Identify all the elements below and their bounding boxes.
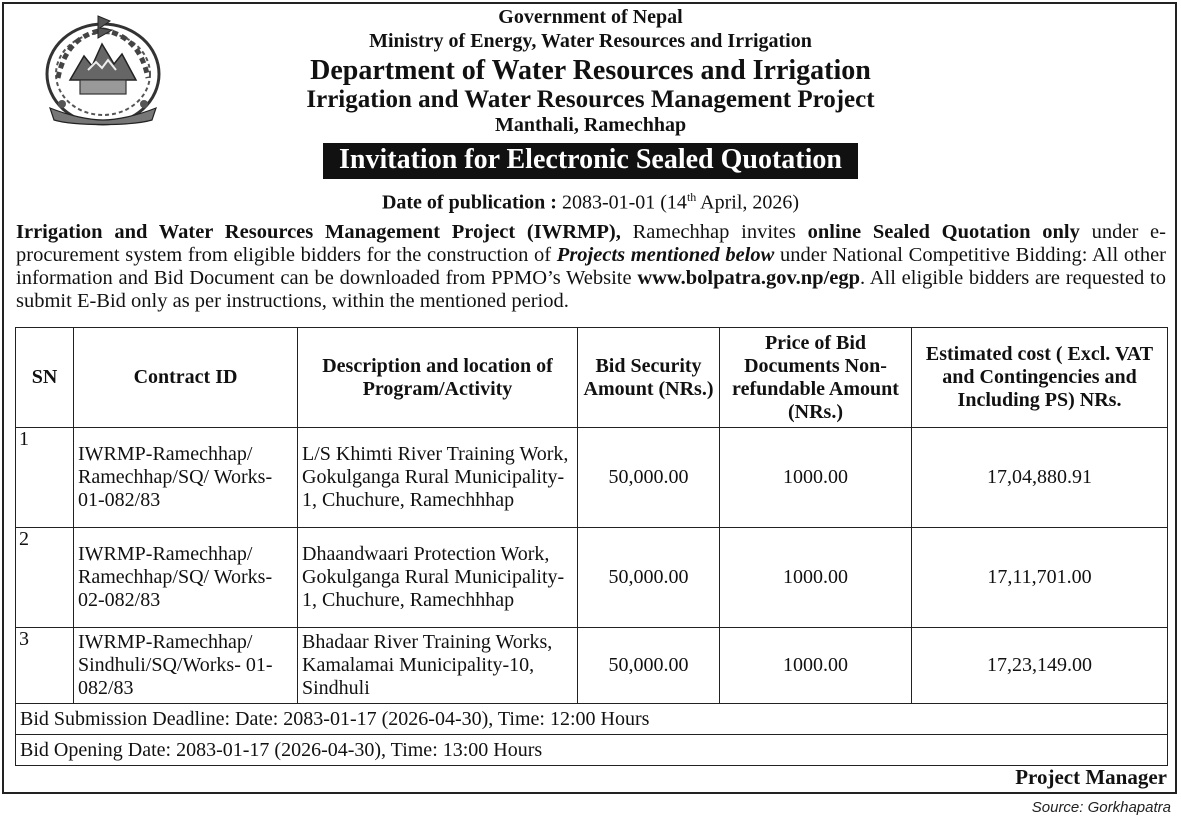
row-bid-security: 50,000.00 [578,628,720,704]
publication-date-ordinal: th [686,190,697,204]
row-contract-id: IWRMP-Ramechhap/ Sindhuli/SQ/Works- 01-082/83 [74,628,298,704]
department-heading: Department of Water Resources and Irrigation [310,55,871,86]
publication-date-ad-start: (14 [660,191,687,214]
row-estimated-cost: 17,23,149.00 [912,628,1168,704]
header-description: Description and location of Program/Activity [298,328,578,428]
row-document-price: 1000.00 [720,428,912,528]
intro-project-name: Irrigation and Water Resources Management Project (IWRMP), [16,221,621,243]
project-heading: Irrigation and Water Resources Management Project [306,86,875,113]
header-document-price: Price of Bid Documents Non-refundable Amount (NRs.) [720,328,912,428]
intro-text-3: under National Competitive Bidding: All other information and Bid Document can be downloaded from PPMO’s Website [16,244,1167,289]
row-contract-id: IWRMP-Ramechhap/ Ramechhap/SQ/ Works-01-082/83 [74,428,298,528]
publication-date-ad-end: April, 2026) [696,191,800,214]
header-sn: SN [16,328,74,428]
header-contract-id: Contract ID [74,328,298,428]
intro-text-1: Ramechhap invites [620,221,808,243]
row-sn: 3 [16,628,74,704]
row-document-price: 1000.00 [720,528,912,628]
intro-text-4: . All eligible bidders are requested to submit E-Bid only as per instructions, within the mentioned period. [16,267,1166,312]
submission-deadline: Bid Submission Deadline: Date: 2083-01-17 (2026-04-30), Time: 12:00 Hours [16,704,1168,735]
table-row [16,628,1168,704]
row-bid-security: 50,000.00 [578,528,720,628]
ministry-heading: Ministry of Energy, Water Resources and Irrigation [369,30,812,52]
table-header-row [16,328,1168,428]
row-document-price: 1000.00 [720,628,912,704]
opening-date-row [16,735,1168,766]
intro-projects-emphasis: Projects mentioned below [556,244,775,266]
table-row [16,428,1168,528]
intro-paragraph [16,221,1166,313]
row-description: Bhadaar River Training Works, Kamalamai Municipality-10, Sindhuli [298,628,578,704]
row-contract-id: IWRMP-Ramechhap/ Ramechhap/SQ/ Works-02-082/83 [74,528,298,628]
signature-project-manager: Project Manager [1015,765,1167,789]
row-description: L/S Khimti River Training Work, Gokulganga Rural Municipality-1, Chuchure, Ramechhhap [298,428,578,528]
header-estimated-cost: Estimated cost ( Excl. VAT and Contingencies and Including PS) NRs. [912,328,1168,428]
government-heading: Government of Nepal [498,6,683,28]
notice-title-banner: Invitation for Electronic Sealed Quotation [323,143,858,179]
opening-date: Bid Opening Date: 2083-01-17 (2026-04-30), Time: 13:00 Hours [16,735,1168,766]
intro-text-2: under e-procurement system from eligible bidders for the construction of [16,221,1166,266]
publication-date-bs: 2083-01-01 [561,191,656,214]
intro-quotation-type: online Sealed Quotation only [807,221,1080,243]
row-bid-security: 50,000.00 [578,428,720,528]
submission-deadline-row [16,704,1168,735]
intro-website: www.bolpatra.gov.np/egp [637,267,861,289]
row-estimated-cost: 17,11,701.00 [912,528,1168,628]
row-sn: 2 [16,528,74,628]
row-estimated-cost: 17,04,880.91 [912,428,1168,528]
source-credit: Source: Gorkhapatra [1031,799,1171,816]
row-sn: 1 [16,428,74,528]
banner-container [0,143,1181,179]
publication-date [0,190,1181,215]
row-description: Dhaandwaari Protection Work, Gokulganga Rural Municipality-1, Chuchure, Ramechhhap [298,528,578,628]
quotation-table [15,327,1168,766]
header-bid-security: Bid Security Amount (NRs.) [578,328,720,428]
publication-date-label: Date of publication : [381,191,557,214]
location-heading: Manthali, Ramechhap [494,114,687,136]
table-row [16,528,1168,628]
